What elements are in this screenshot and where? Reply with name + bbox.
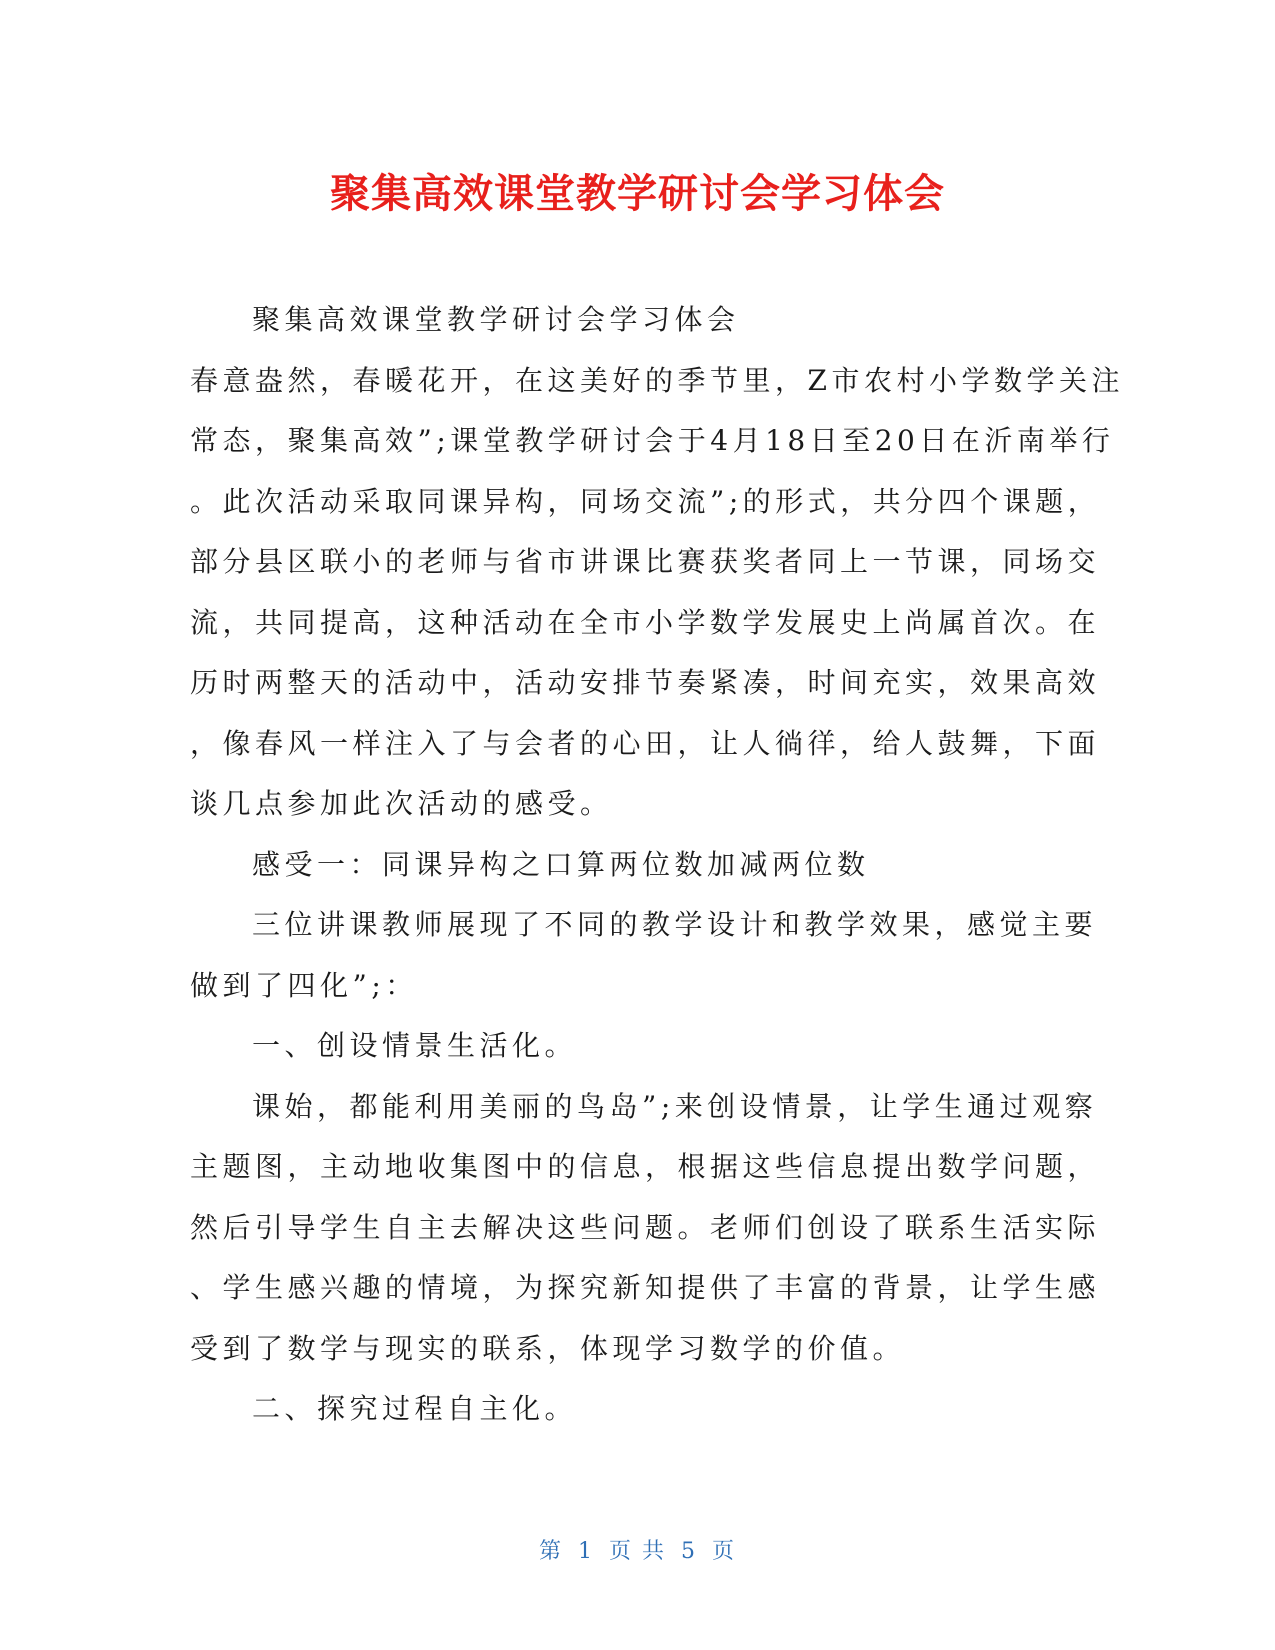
body-line: 主题图，主动地收集图中的信息，根据这些信息提出数学问题， xyxy=(190,1150,1101,1183)
body-line: 常态，聚集高效”;课堂教学研讨会于4月18日至20日在沂南举行 xyxy=(190,424,1115,457)
body-line-subtitle: 聚集高效课堂教学研讨会学习体会 xyxy=(252,303,740,336)
body-line: 三位讲课教师展现了不同的教学设计和教学效果，感觉主要 xyxy=(252,908,1098,941)
section-heading: 二、探究过程自主化。 xyxy=(252,1392,578,1425)
footer-middle: 页 共 xyxy=(609,1539,666,1564)
footer-suffix: 页 xyxy=(712,1539,737,1564)
page-footer xyxy=(0,1534,1275,1565)
body-line: 谈几点参加此次活动的感受。 xyxy=(190,787,613,820)
body-line: 做到了四化”;： xyxy=(190,968,418,1002)
body-line: 。此次活动采取同课异构，同场交流”;的形式，共分四个课题， xyxy=(190,484,1101,518)
body-line: 课始，都能利用美丽的鸟岛”;来创设情景，让学生通过观察 xyxy=(252,1089,1098,1123)
document-title: 聚集高效课堂教学研讨会学习体会 xyxy=(330,171,945,217)
body-line: 流，共同提高，这种活动在全市小学数学发展史上尚属首次。在 xyxy=(190,605,1101,639)
section-heading: 感受一：同课异构之口算两位数加减两位数 xyxy=(252,847,870,881)
body-line: 然后引导学生自主去解决这些问题。老师们创设了联系生活实际 xyxy=(190,1210,1101,1244)
body-line: 受到了数学与现实的联系，体现学习数学的价值。 xyxy=(190,1331,906,1365)
section-heading: 一、创设情景生活化。 xyxy=(252,1029,578,1062)
body-line: 历时两整天的活动中，活动安排节奏紧凑，时间充实，效果高效 xyxy=(190,666,1101,699)
footer-total-pages: 5 xyxy=(681,1539,697,1564)
body-line: 春意盎然，春暖花开，在这美好的季节里，Z市农村小学数学关注 xyxy=(190,363,1124,397)
body-line: 、学生感兴趣的情境，为探究新知提供了丰富的背景，让学生感 xyxy=(190,1271,1101,1304)
footer-page-number: 1 xyxy=(578,1539,594,1564)
footer-prefix: 第 xyxy=(538,1539,563,1564)
body-line: ，像春风一样注入了与会者的心田，让人徜徉，给人鼓舞，下面 xyxy=(190,726,1101,760)
document-body xyxy=(190,300,1124,1450)
body-line: 部分县区联小的老师与省市讲课比赛获奖者同上一节课，同场交 xyxy=(190,545,1101,578)
